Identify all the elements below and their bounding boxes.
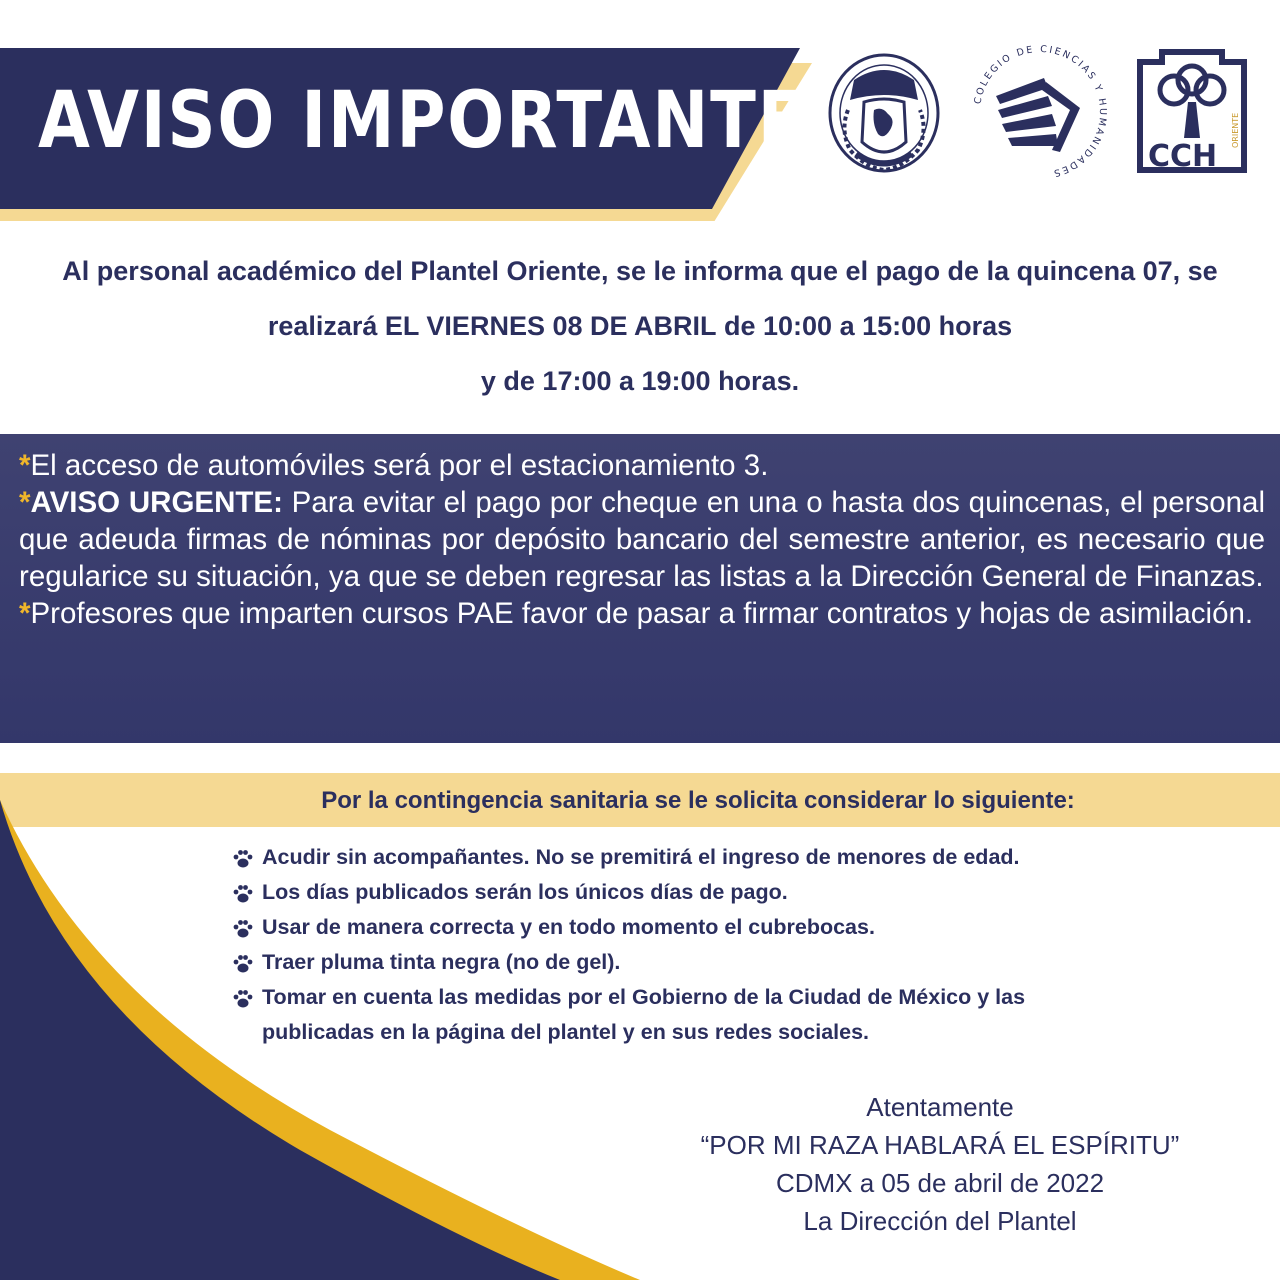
intro-text-2: de 10:00 a 15:00 horas <box>716 311 1013 341</box>
list-item-text: Traer pluma tinta negra (no de gel). <box>262 950 621 974</box>
notice-item-urgent: Para evitar el pago por cheque en una o hasta dos quincenas, el personal que adeuda firmas de nóminas por depósito bancario del semestre anterior, es necesario que regularice su situación, ya que se deben regresar las listas a la Dirección General de Finanzas. <box>19 486 1266 593</box>
page-title: AVISO IMPORTANTE <box>38 76 806 166</box>
oriente-tag: ORIENTE <box>1231 112 1240 148</box>
paw-icon <box>232 919 254 939</box>
sanitary-list <box>232 840 1232 1050</box>
list-item <box>232 840 1232 875</box>
list-item <box>232 875 1232 910</box>
intro-paragraph <box>40 244 1240 409</box>
closing-signer: La Dirección del Plantel <box>803 1206 1077 1236</box>
notice-text <box>19 447 1265 632</box>
asterisk-bullet: * <box>19 449 31 482</box>
cch-oriente-logo <box>1134 48 1250 174</box>
seal-ring-text: COLEGIO DE CIENCIAS Y HUMANIDADES <box>972 43 1109 179</box>
intro-text-1: Al personal académico del Plantel Oriente, se le informa que el pago de la quincena 07, se realizará <box>62 256 1218 341</box>
notice-item-parking: El acceso de automóviles será por el estacionamiento 3. <box>30 449 769 482</box>
intro-text-3: y de 17:00 a 19:00 horas. <box>480 366 800 396</box>
list-item-text: Acudir sin acompañantes. No se premitirá el ingreso de menores de edad. <box>262 845 1020 869</box>
sanitary-title: Por la contingencia sanitaria se le solicita considerar lo siguiente: <box>321 787 1075 814</box>
closing-date: CDMX a 05 de abril de 2022 <box>775 1168 1105 1198</box>
paw-icon <box>232 989 254 1009</box>
asterisk-bullet: * <box>19 597 31 630</box>
list-item-text: Tomar en cuenta las medidas por el Gobierno de la Ciudad de México y las publicadas en la página del plantel y en sus redes sociales. <box>262 985 1026 1044</box>
paw-icon <box>232 884 254 904</box>
closing-line-1: Atentamente <box>866 1092 1014 1122</box>
paw-icon <box>232 849 254 869</box>
closing-signature <box>600 1088 1280 1240</box>
list-item-text: Los días publicados serán los únicos días de pago. <box>262 880 788 904</box>
intro-date: EL VIERNES 08 DE ABRIL <box>384 311 717 341</box>
list-item <box>232 980 1142 1050</box>
list-item-text: Usar de manera correcta y en todo momento el cubrebocas. <box>262 915 875 939</box>
notice-urgent-label: AVISO URGENTE: <box>30 486 283 519</box>
unam-seal-logo <box>826 50 942 176</box>
cch-letters: CCH <box>1148 139 1218 174</box>
asterisk-bullet: * <box>19 486 31 519</box>
list-item <box>232 945 1232 980</box>
colegio-ciencias-humanidades-logo <box>966 38 1114 186</box>
closing-motto: “POR MI RAZA HABLARÁ EL ESPÍRITU” <box>700 1130 1180 1160</box>
list-item <box>232 910 1232 945</box>
paw-icon <box>232 954 254 974</box>
svg-text:COLEGIO DE CIENCIAS Y HUMANIDA <box>972 44 1108 179</box>
notice-item-pae: Profesores que imparten cursos PAE favor de pasar a firmar contratos y hojas de asimilación. <box>30 597 1254 630</box>
